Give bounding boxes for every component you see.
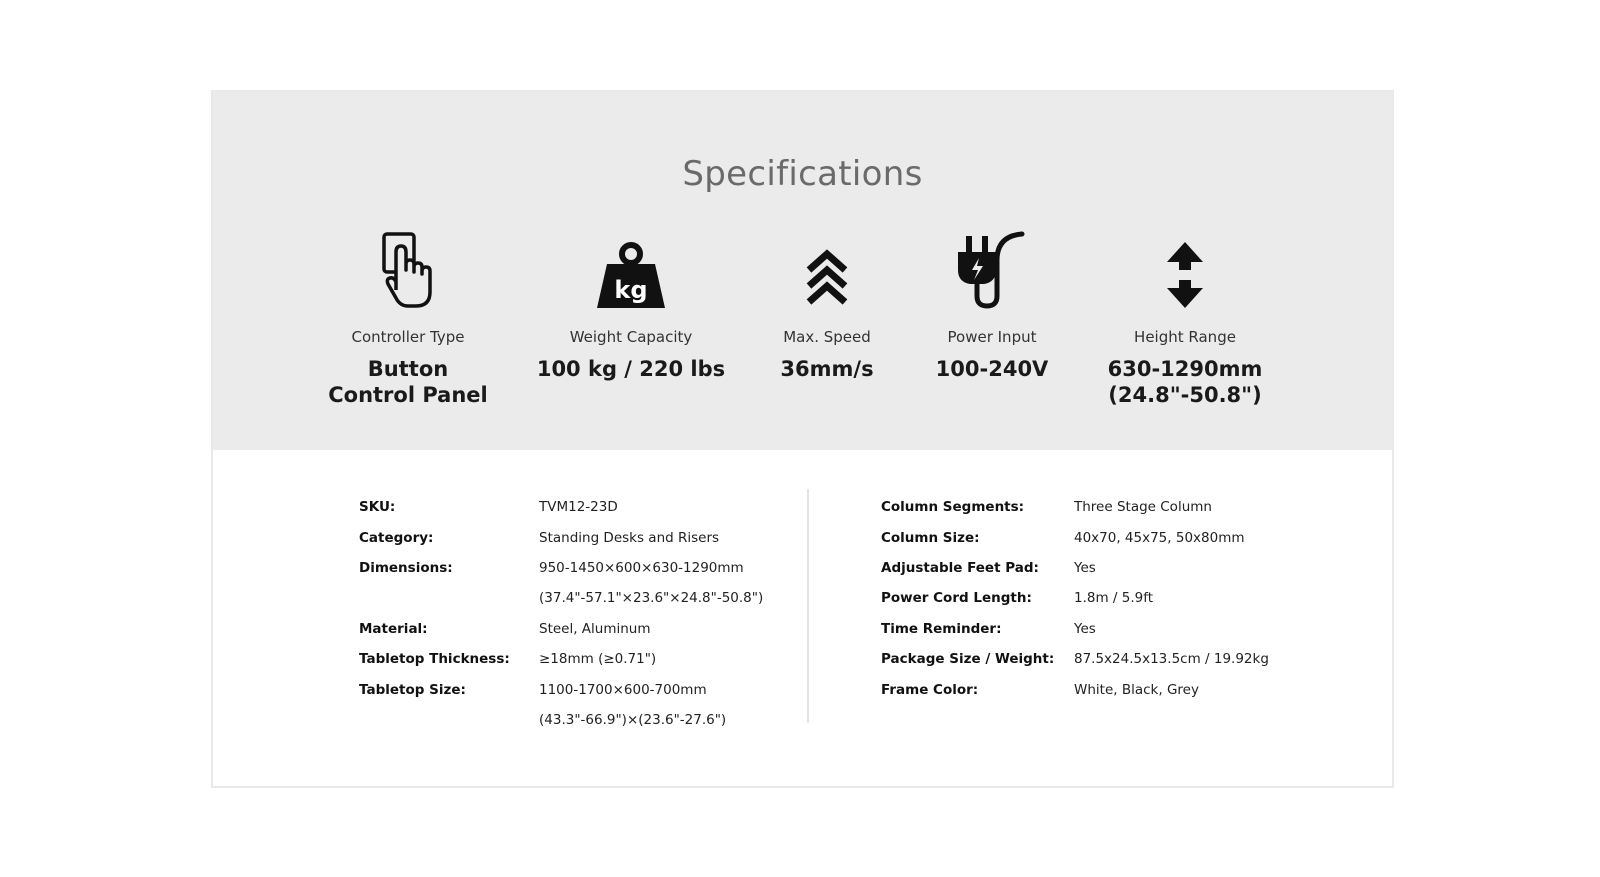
feature-weight-capacity — [531, 222, 731, 382]
spec-value: 40x70, 45x75, 50x80mm — [1074, 529, 1245, 546]
spec-key: Power Cord Length: — [881, 590, 1032, 607]
spec-key: Time Reminder: — [881, 620, 1002, 637]
spec-row — [359, 583, 763, 613]
spec-row — [359, 674, 763, 704]
feature-label: Controller Type — [351, 328, 465, 346]
spec-key: Material: — [359, 620, 428, 637]
up-down-arrow-icon — [1085, 222, 1285, 310]
feature-value — [912, 356, 1072, 382]
spec-key: Tabletop Size: — [359, 681, 466, 698]
hand-press-icon — [313, 222, 503, 310]
spec-row — [881, 522, 1269, 552]
spec-value: Three Stage Column — [1074, 499, 1212, 516]
chevrons-up-icon — [752, 222, 902, 310]
spec-row — [881, 614, 1269, 644]
spec-value: Steel, Aluminum — [539, 620, 651, 637]
page-title: Specifications — [682, 154, 923, 194]
spec-value: 87.5x24.5x13.5cm / 19.92kg — [1074, 651, 1269, 668]
spec-key: Category: — [359, 529, 434, 546]
spec-value: ≥18mm (≥0.71") — [539, 651, 657, 668]
spec-key: Column Segments: — [881, 499, 1025, 516]
spec-value: 1100-1700×600-700mm — [539, 681, 707, 698]
spec-value: (37.4"-57.1"×23.6"×24.8"-50.8") — [539, 590, 764, 607]
spec-row — [359, 492, 763, 522]
spec-value: Yes — [1074, 559, 1096, 576]
specifications-card — [211, 90, 1394, 788]
feature-controller-type — [313, 222, 503, 408]
feature-label: Max. Speed — [783, 328, 871, 346]
spec-row — [881, 583, 1269, 613]
spec-key: Adjustable Feet Pad: — [881, 559, 1039, 576]
feature-value-line: 36mm/s — [780, 357, 874, 381]
spec-key: Tabletop Thickness: — [359, 651, 510, 668]
feature-value — [1085, 356, 1285, 408]
power-plug-icon — [912, 222, 1072, 310]
feature-height-range — [1085, 222, 1285, 408]
spec-value: TVM12-23D — [539, 499, 618, 516]
spec-row — [359, 553, 763, 583]
weight-kg-icon — [531, 222, 731, 310]
feature-value-line: 100 kg / 220 lbs — [536, 357, 726, 381]
feature-value-line: 100-240V — [935, 357, 1049, 381]
features-banner — [213, 92, 1392, 450]
spec-key: Dimensions: — [359, 559, 453, 576]
spec-value: Standing Desks and Risers — [539, 529, 720, 546]
feature-label: Power Input — [947, 328, 1037, 346]
spec-row — [881, 492, 1269, 522]
spec-key: Column Size: — [881, 529, 980, 546]
spec-row — [881, 674, 1269, 704]
spec-value: 950-1450×600×630-1290mm — [539, 559, 744, 576]
spec-row — [881, 644, 1269, 674]
spec-column-left — [359, 492, 763, 735]
spec-value: White, Black, Grey — [1074, 681, 1199, 698]
spec-row — [359, 614, 763, 644]
spec-value: (43.3"-66.9")×(23.6"-27.6") — [539, 711, 727, 728]
feature-label: Weight Capacity — [569, 328, 693, 346]
spec-column-right — [881, 492, 1269, 705]
spec-row — [359, 522, 763, 552]
feature-value-line: Control Panel — [328, 383, 488, 407]
spec-value: 1.8m / 5.9ft — [1074, 590, 1154, 607]
spec-table — [213, 492, 1392, 752]
spec-row — [359, 705, 763, 735]
feature-value — [752, 356, 902, 382]
spec-row — [359, 644, 763, 674]
feature-value — [531, 356, 731, 382]
feature-label: Height Range — [1134, 328, 1236, 346]
feature-max-speed — [752, 222, 902, 382]
feature-value-line: 630-1290mm — [1107, 357, 1263, 381]
feature-value-line: Button — [367, 357, 449, 381]
feature-power-input — [912, 222, 1072, 382]
spec-key: SKU: — [359, 499, 396, 516]
spec-key: Frame Color: — [881, 681, 979, 698]
spec-row — [881, 553, 1269, 583]
spec-value: Yes — [1074, 620, 1096, 637]
feature-value — [313, 356, 503, 408]
feature-value-line: (24.8"-50.8") — [1108, 383, 1262, 407]
weight-kg-icon-text: kg — [614, 276, 648, 304]
spec-key: Package Size / Weight: — [881, 651, 1055, 668]
